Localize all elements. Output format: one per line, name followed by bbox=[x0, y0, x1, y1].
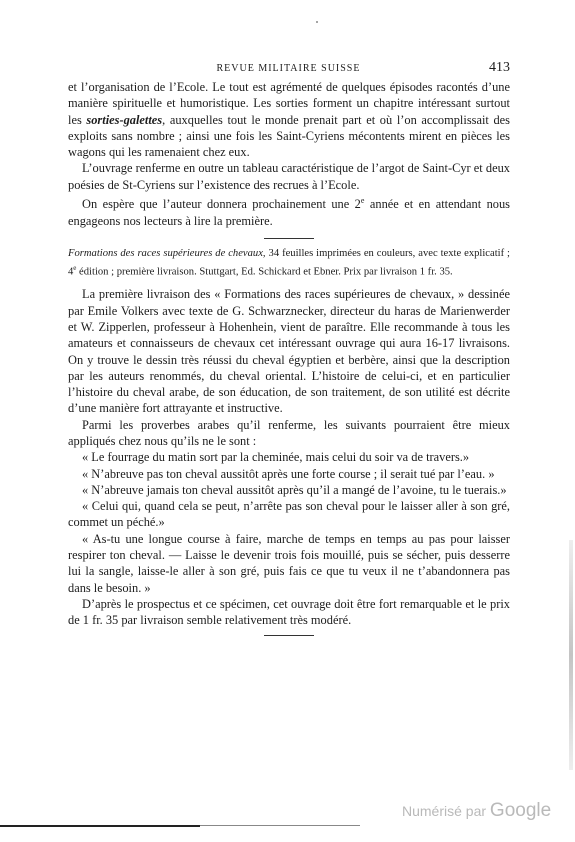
body-text bbox=[68, 79, 510, 644]
bottom-scan-edge bbox=[0, 825, 200, 827]
paragraph-annee: On espère que l’auteur donnera prochainement une 2e année et en attendant nous engageons nos lecteurs à lire la première. bbox=[68, 196, 510, 228]
proverb-fourrage: « Le fourrage du matin sort par la cheminée, mais celui du soir va de travers.» bbox=[82, 450, 470, 465]
paragraph-argot: L’ouvrage renferme en outre un tableau caractéristique de l’argot de Saint-Cyr et deux poésies de St-Cyriens sur l’existence des recrues à l’Ecole. bbox=[68, 161, 510, 192]
scan-speck bbox=[316, 21, 318, 23]
emphasis-sorties-galettes: sorties-galettes bbox=[86, 112, 163, 127]
proverb-abreuve-course: « N’abreuve pas ton cheval aussitôt après une forte course ; il serait tué par l’eau. » bbox=[82, 466, 495, 481]
digitization-watermark: Numérisé par Google bbox=[402, 800, 552, 821]
paragraph-ecole: et l’organisation de l’Ecole. Le tout est agrémenté de quelques épisodes racontés d’une manière spirituelle et humoristique. Les sorties forment un chapitre intéressant surtout les sorties-galettes, auxquelles tout le monde prenait part et où l’on accomplissait des exploits sans nombre ; ainsi une fois les Saint-Cyriens mécontents mirent en pièces les wagons qui les ramenaient chez eux. bbox=[68, 80, 510, 160]
end-divider bbox=[264, 635, 314, 636]
paragraph-livraison: La première livraison des « Formations des races supérieures de chevaux, » dessinée par Emile Volkers avec texte de G. Schwarznecker, directeur du haras de Marienwerder et W. Zipperlen, professeur à Hohenhein, vient de paraître. Elle recommande à tous les amateurs et connaisseurs de chevaux cet intéressant ouvrage qui aura 16-17 livraisons. On y trouve le dessin très réussi du cheval égyptien et berbère, ainsi que la description par les auteurs renommés, du cheval oriental. L’histoire de celui-ci, et en particulier l’histoire du cheval arabe, de son éducation, de son traitement, de son utilité est décrite d’une manière fort attrayante et instructive. bbox=[68, 287, 510, 416]
paragraph-conclusion: D’après le prospectus et ce spécimen, cet ouvrage doit être fort remarquable et le prix de 1 fr. 35 par livraison semble relativement très modéré. bbox=[68, 596, 510, 628]
google-logo: Google bbox=[489, 800, 552, 821]
bottom-scan-edge-faint bbox=[200, 825, 360, 826]
paragraph-proverbes: Parmi les proverbes arabes qu’il renferme, les suivants pourraient être mieux appliqués chez nous qu’ils ne le sont : bbox=[68, 417, 510, 448]
page-number: 413 bbox=[489, 60, 510, 75]
proverb-longue-course: « As-tu une longue course à faire, marche de temps en temps au pas pour laisser respirer ton cheval. — Laisse le devenir trois fois mouillé, puis se sécher, puis desserre lui la sangle, laisse-le aller à son gré, puis fais ce que tu veux il ne t’abandonnera pas dans le besoin. » bbox=[68, 531, 510, 595]
proverb-arrete: « Celui qui, quand cela se peut, n’arrête pas son cheval pour le laisser aller à son gré, commet un péché.» bbox=[68, 499, 510, 530]
proverb-abreuve-avoine: « N’abreuve jamais ton cheval aussitôt après qu’il a mangé de l’avoine, tu le tuerais.» bbox=[82, 482, 507, 497]
book-title: Formations des races supérieures de chevaux, bbox=[68, 247, 266, 259]
running-title: REVUE MILITAIRE SUISSE bbox=[216, 63, 361, 74]
book-notice: Formations des races supérieures de chevaux, 34 feuilles imprimées en couleurs, avec texte explicatif ; 4e édition ; première livraison. Stuttgart, Ed. Schickard et Ebner. Prix par livraison 1 fr. 35. bbox=[68, 247, 510, 278]
section-divider bbox=[264, 238, 314, 239]
running-header bbox=[67, 60, 510, 76]
page-edge-shadow bbox=[569, 540, 573, 770]
